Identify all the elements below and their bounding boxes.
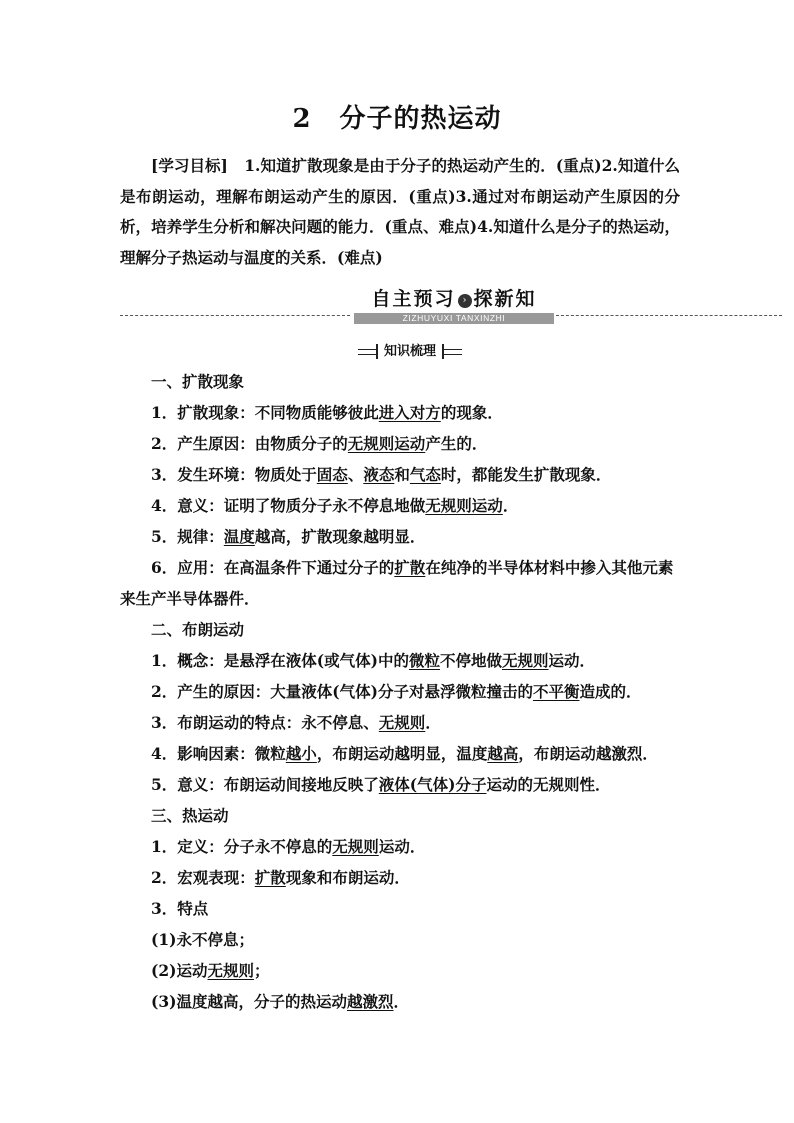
banner-pinyin: ZIZHUYUXI TANXINZHI — [354, 313, 554, 324]
fill-answer: 液态 — [363, 465, 395, 484]
list-item: 2．产生的原因：大量液体(气体)分子对悬浮微粒撞击的不平衡造成的． — [151, 682, 642, 701]
list-item: 1．概念：是悬浮在液体(或气体)中的微粒不停地做无规则运动． — [151, 651, 596, 670]
fill-answer: 越高 — [487, 744, 519, 763]
section-banner — [0, 284, 794, 328]
fill-answer: 无规则运动 — [347, 434, 426, 453]
list-item: 6．应用：在高温条件下通过分子的扩散在纯净的半导体材料中掺入其他元素来生产半导体器件． — [120, 558, 674, 608]
fill-answer: 固态 — [316, 465, 348, 484]
banner-title-right: 探新知 — [473, 288, 537, 310]
fill-answer: 无规则 — [502, 651, 549, 670]
learning-objectives — [120, 151, 680, 273]
sub-item: (1)永不停息； — [151, 930, 254, 949]
fill-answer: 微粒 — [408, 651, 440, 670]
section-tag — [358, 340, 462, 360]
fill-answer: 越小 — [285, 744, 317, 763]
list-item: 3．布朗运动的特点：永不停息、无规则． — [151, 713, 441, 732]
fill-answer: 不平衡 — [532, 682, 580, 701]
fill-answer: 扩散 — [254, 868, 286, 887]
banner-title-left: 自主预习 — [371, 288, 456, 310]
fill-answer: 越激烈 — [346, 992, 394, 1011]
lesson-number: 2 — [292, 104, 312, 134]
chevron-right-icon: › — [458, 294, 472, 308]
page-title — [0, 98, 794, 135]
list-item: 5．意义：布朗运动间接地反映了液体(气体)分子运动的无规则性． — [151, 775, 611, 794]
list-item: 3．特点 — [151, 899, 209, 918]
sub-item: (3)温度越高，分子的热运动越激烈． — [151, 992, 409, 1011]
section-tag-label: 知识梳理 — [376, 344, 444, 359]
list-item: 4．影响因素：微粒越小，布朗运动越明显，温度越高，布朗运动越激烈． — [151, 744, 658, 763]
fill-answer: 液体(气体)分子 — [378, 775, 487, 794]
objectives-text: 1.知道扩散现象是由于分子的热运动产生的．(重点)2.知道什么是布朗运动，理解布朗运动产生的原因．(重点)3.通过对布朗运动产生原因的分析，培养学生分析和解决问题的能力．(重点、难点)4.知道什么是分子的热运动，理解分子热运动与温度的关系．(难点) — [120, 156, 680, 267]
list-item: 3．发生环境：物质处于固态、液态和气态时，都能发生扩散现象． — [151, 465, 612, 484]
fill-answer: 无规则运动 — [425, 496, 503, 515]
fill-answer: 气态 — [409, 465, 441, 484]
list-item: 1．定义：分子永不停息的无规则运动． — [151, 837, 426, 856]
section-heading: 二、布朗运动 — [151, 620, 245, 639]
banner-divider-left — [120, 315, 350, 316]
list-item: 1．扩散现象：不同物质能够彼此进入对方的现象． — [151, 403, 503, 422]
knowledge-content — [120, 366, 680, 1017]
fill-answer: 无规则 — [207, 961, 254, 980]
sub-item: (2)运动无规则； — [151, 961, 270, 980]
section-heading: 一、扩散现象 — [151, 372, 245, 391]
lesson-title: 分子的热运动 — [339, 104, 502, 134]
fill-answer: 进入对方 — [378, 403, 441, 422]
list-item: 2．产生原因：由物质分子的无规则运动产生的． — [151, 434, 488, 453]
list-item: 5．规律：温度越高，扩散现象越明显． — [151, 527, 426, 546]
list-item: 2．宏观表现：扩散现象和布朗运动． — [151, 868, 410, 887]
banner-divider-right — [556, 315, 782, 316]
fill-answer: 无规则 — [332, 837, 379, 856]
section-heading: 三、热运动 — [151, 806, 229, 825]
fill-answer: 扩散 — [394, 558, 426, 577]
fill-answer: 无规则 — [378, 713, 426, 732]
objectives-label: [学习目标] — [151, 156, 228, 175]
list-item: 4．意义：证明了物质分子永不停息地做无规则运动． — [151, 496, 519, 515]
banner-box — [354, 284, 554, 324]
fill-answer: 温度 — [223, 527, 255, 546]
